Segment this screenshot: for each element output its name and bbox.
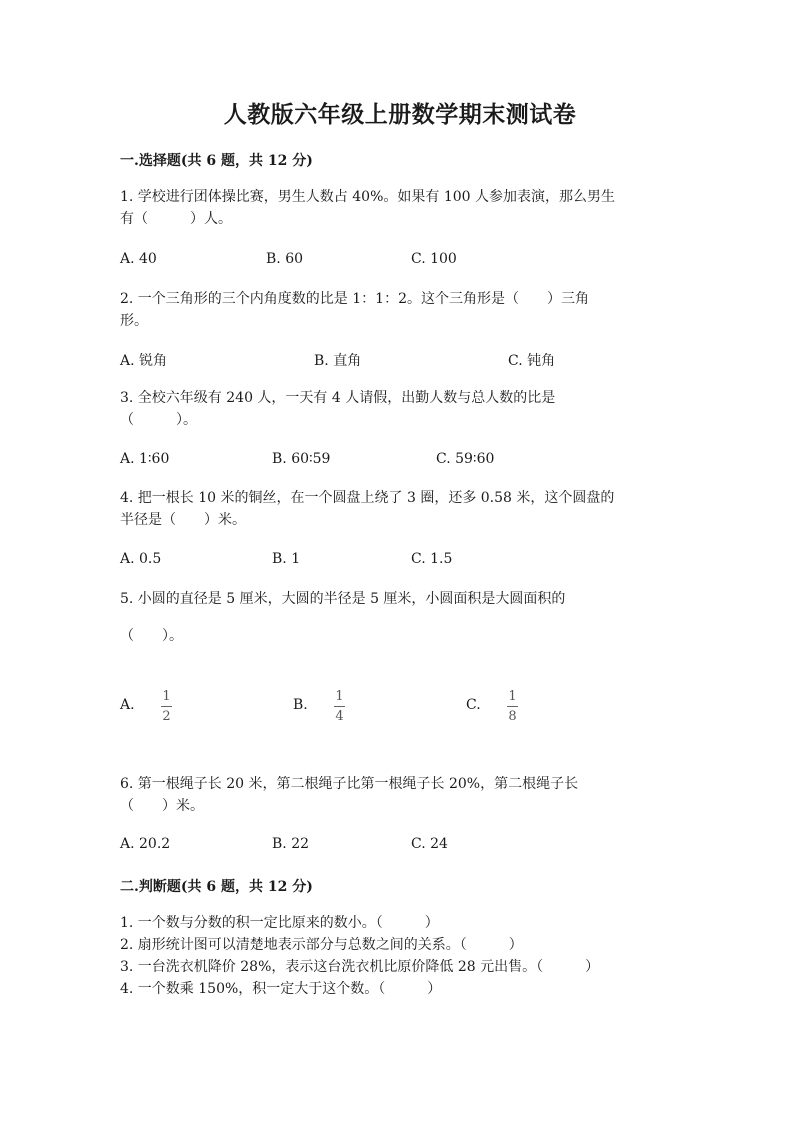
fraction-denominator: 8 — [508, 709, 517, 724]
question-text-line: 形。 — [120, 313, 148, 329]
option-b: B. 1 — [272, 551, 301, 567]
question-text-line: 半径是（ ）米。 — [120, 512, 246, 528]
section-heading-choice: 一.选择题(共 6 题，共 12 分) — [120, 153, 313, 169]
option-a-fraction — [161, 690, 172, 724]
option-a: A. 锐角 — [120, 353, 168, 369]
option-b: B. 22 — [272, 836, 310, 852]
option-c: C. 24 — [411, 836, 448, 852]
judgment-item: 2. 扇形统计图可以清楚地表示部分与总数之间的关系。（ ） — [120, 937, 523, 953]
question-text-line: 2. 一个三角形的三个内角度数的比是 1：1：2。这个三角形是（ ）三角 — [120, 291, 589, 307]
fraction-denominator: 2 — [162, 709, 171, 724]
option-b-label: B. — [293, 697, 308, 713]
option-b: B. 60∶59 — [272, 451, 331, 467]
question-text-line: （ ）。 — [120, 412, 197, 428]
question-text-line: 1. 学校进行团体操比赛，男生人数占 40%。如果有 100 人参加表演，那么男生 — [120, 189, 615, 205]
option-a-label: A. — [120, 697, 135, 713]
fraction-bar — [507, 706, 518, 707]
question-text-line: 3. 全校六年级有 240 人，一天有 4 人请假，出勤人数与总人数的比是 — [120, 390, 556, 406]
option-b: B. 60 — [266, 251, 304, 267]
judgment-item: 4. 一个数乘 150%，积一定大于这个数。（ ） — [120, 981, 442, 997]
question-text-line: 5. 小圆的直径是 5 厘米，大圆的半径是 5 厘米，小圆面积是大圆面积的 — [120, 591, 566, 607]
question-text-line: 6. 第一根绳子长 20 米，第二根绳子比第一根绳子长 20%，第二根绳子长 — [120, 776, 579, 792]
option-b-fraction — [334, 690, 345, 724]
option-a: A. 0.5 — [120, 551, 162, 567]
question-text-line: （ ）。 — [120, 628, 183, 644]
page-title: 人教版六年级上册数学期末测试卷 — [223, 101, 577, 128]
judgment-item: 3. 一台洗衣机降价 28%，表示这台洗衣机比原价降低 28 元出售。（ ） — [120, 959, 600, 975]
section-heading-judgment: 二.判断题(共 6 题，共 12 分) — [120, 879, 313, 895]
option-c-label: C. — [466, 697, 481, 713]
option-a: A. 40 — [120, 251, 157, 267]
option-b: B. 直角 — [314, 353, 362, 369]
fraction-numerator: 1 — [508, 689, 517, 704]
question-text-line: （ ）米。 — [120, 798, 204, 814]
option-c-fraction — [507, 690, 518, 724]
option-c: C. 钝角 — [508, 353, 556, 369]
fraction-bar — [334, 706, 345, 707]
fraction-numerator: 1 — [335, 689, 344, 704]
option-c: C. 59∶60 — [436, 451, 495, 467]
fraction-numerator: 1 — [162, 689, 171, 704]
fraction-bar — [161, 706, 172, 707]
option-c: C. 100 — [411, 251, 457, 267]
option-a: A. 1∶60 — [120, 451, 170, 467]
option-a: A. 20.2 — [120, 836, 171, 852]
question-text-line: 4. 把一根长 10 米的铜丝，在一个圆盘上绕了 3 圈，还多 0.58 米，这个圆盘的 — [120, 490, 615, 506]
fraction-denominator: 4 — [335, 709, 344, 724]
question-text-line: 有（ ）人。 — [120, 211, 232, 227]
option-c: C. 1.5 — [411, 551, 453, 567]
judgment-item: 1. 一个数与分数的积一定比原来的数小。（ ） — [120, 915, 439, 931]
